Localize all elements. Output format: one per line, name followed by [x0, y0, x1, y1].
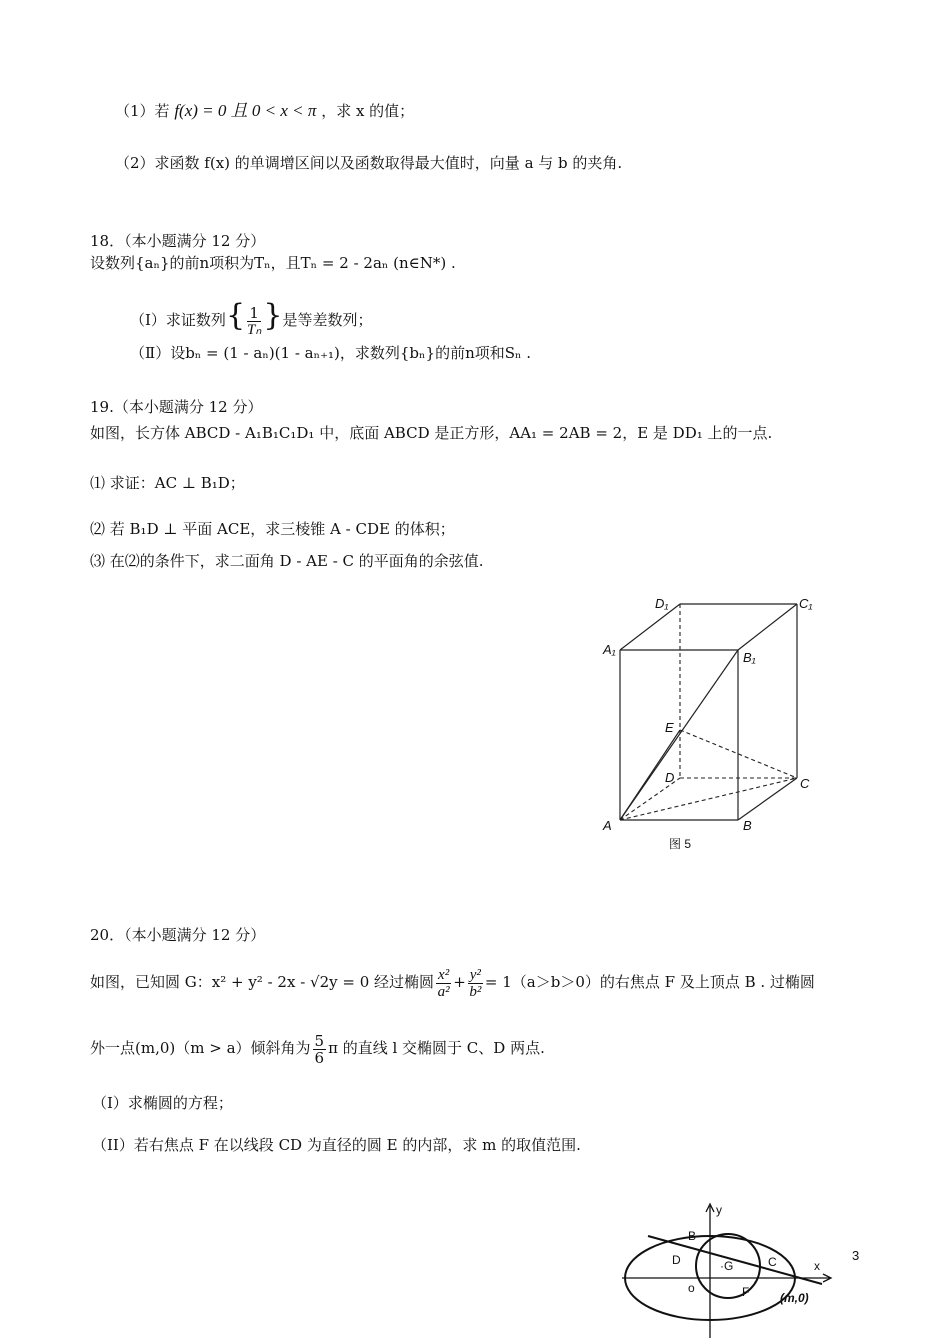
- q19-part1: ⑴ 求证：AC ⊥ B₁D；: [90, 474, 245, 492]
- q20-part1: （I）求椭圆的方程；: [92, 1094, 233, 1112]
- q20-frac-y: $\frac{\text{y²}}{\text{b²}}$: [469, 966, 482, 1000]
- q17-part1-suffix: ，求 x 的值；: [321, 102, 415, 120]
- q17-part1-prefix: （1）若: [115, 102, 170, 120]
- label-C1: C₁: [799, 596, 813, 611]
- label-O: o: [688, 1281, 695, 1295]
- q18-part1-text-a: （Ⅰ）求证数列: [130, 311, 226, 329]
- q18-fraction-den: Tₙ: [247, 321, 262, 338]
- q17-part1-condition: f(x) = 0 且 0 < x < π: [174, 101, 317, 120]
- label-G: ·G: [720, 1259, 734, 1273]
- q20-angle-frac: $\frac{5}{6}$: [314, 1031, 325, 1067]
- label-C: C: [800, 776, 810, 791]
- q20-stem-line1: 如图，已知圆 G：x² + y² - 2x - √2y = 0 经过椭圆 $\frac{\text{x²}}{\text{a²}}$ + $\frac{\text{y²}}{\text{b²}}$ = 1（a＞b＞0）的右焦点 F 及上顶点 B . 过椭圆: [90, 966, 815, 1000]
- label-y: y: [716, 1203, 722, 1217]
- label-D: D: [672, 1253, 681, 1267]
- q20-ellipse-figure: [620, 1200, 835, 1340]
- q20-stem-line2: [90, 1028, 545, 1068]
- label-A1: A₁: [603, 642, 616, 657]
- label-D: D: [665, 770, 675, 785]
- q20-frac-x: $\frac{\text{x²}}{\text{a²}}$: [437, 966, 450, 1000]
- q19-part2: ⑵ 若 B₁D ⊥ 平面 ACE，求三棱锥 A - CDE 的体积；: [90, 520, 455, 538]
- q17-part2: （2）求函数 f(x) 的单调增区间以及函数取得最大值时，向量 a 与 b 的夹角.: [115, 154, 623, 172]
- q20-part2: （II）若右焦点 F 在以线段 CD 为直径的圆 E 的内部，求 m 的取值范围.: [92, 1136, 581, 1154]
- label-m0: (m,0): [780, 1291, 809, 1305]
- q20-header: 20．（本小题满分 12 分）: [90, 926, 266, 944]
- q20-stem-b: = 1（a＞b＞0）的右焦点 F 及上顶点 B . 过椭圆: [484, 973, 815, 991]
- label-A: A: [603, 818, 612, 833]
- figure-5-caption: 图 5: [669, 837, 692, 851]
- page-number: 3: [852, 1248, 860, 1263]
- label-B1: B₁: [743, 650, 756, 665]
- label-E: E: [665, 720, 674, 735]
- edge-B-C: [738, 778, 797, 820]
- q19-part3: ⑶ 在⑵的条件下，求二面角 D - AE - C 的平面角的余弦值.: [90, 552, 484, 570]
- q20-stem-a: 如图，已知圆 G：x² + y² - 2x - √2y = 0 经过椭圆: [90, 973, 435, 991]
- label-C: C: [768, 1255, 777, 1269]
- line-A-C: [620, 778, 797, 820]
- q19-stem: 如图，长方体 ABCD - A₁B₁C₁D₁ 中，底面 ABCD 是正方形，AA₁ = 2AB = 2，E 是 DD₁ 上的一点.: [90, 424, 773, 442]
- label-B: B: [743, 818, 752, 833]
- q17-part1: [115, 100, 414, 122]
- edge-B1-C1: [738, 604, 797, 650]
- label-D1: D₁: [655, 596, 669, 611]
- q20-stem-c1: 外一点(m,0)（m > a）倾斜角为: [90, 1039, 311, 1057]
- edge-A1-D1: [620, 604, 680, 650]
- q20-stem-c2: π 的直线 l 交椭圆于 C、D 两点.: [328, 1039, 545, 1057]
- q18-stem: 设数列{aₙ}的前n项积为Tₙ，且Tₙ = 2 - 2aₙ (n∈N*) .: [90, 254, 456, 272]
- q18-part1: （Ⅰ）求证数列{ $\frac{1}{\text{Tₙ}}$ }是等差数列；: [130, 298, 373, 338]
- label-B: B: [688, 1229, 697, 1243]
- q18-fraction: [247, 305, 261, 338]
- line-A-B1: [620, 650, 738, 820]
- q18-part2: （Ⅱ）设bₙ = (1 - aₙ)(1 - aₙ₊₁)，求数列{bₙ}的前n项和Sₙ .: [130, 344, 532, 362]
- q19-cuboid-figure: [595, 592, 825, 854]
- q18-part1-text-b: 是等差数列；: [282, 311, 373, 329]
- q18-header: 18．（本小题满分 12 分）: [90, 232, 266, 250]
- q19-header: 19.（本小题满分 12 分）: [90, 398, 263, 416]
- label-x: x: [814, 1259, 820, 1273]
- q18-fraction-num: 1: [247, 305, 261, 322]
- label-F: F: [742, 1285, 750, 1299]
